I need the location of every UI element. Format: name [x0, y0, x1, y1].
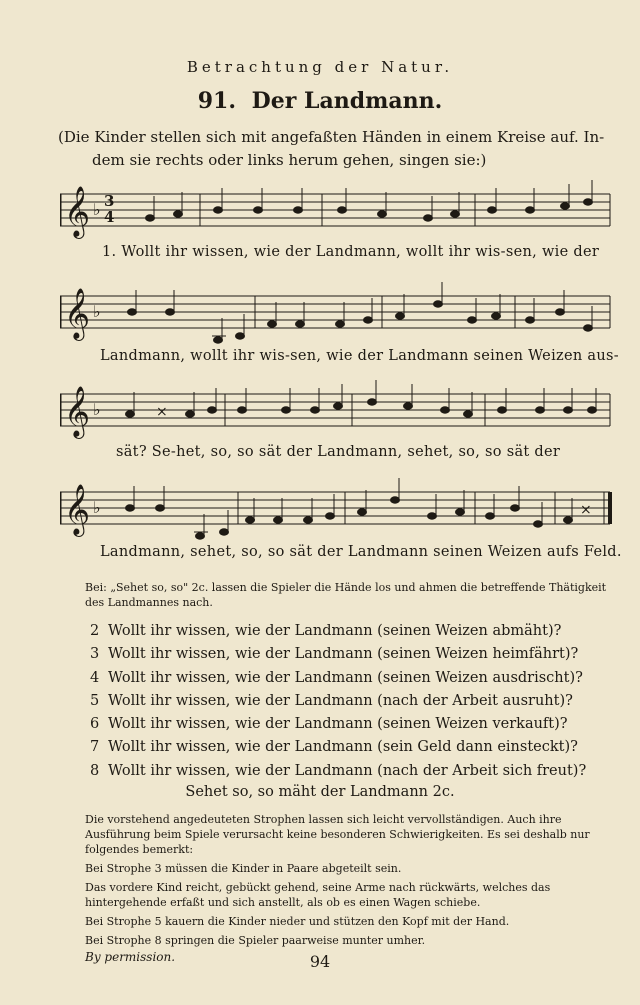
- verse-item: 8 Wollt ihr wissen, wie der Landmann (nach der Arbeit sich freut)?: [90, 762, 587, 779]
- music-staff-3: [60, 380, 614, 470]
- svg-text:𝄞: 𝄞: [64, 386, 91, 437]
- verse-item: 4 Wollt ihr wissen, wie der Landmann (seinen Weizen ausdrischt)?: [90, 669, 583, 686]
- svg-text:♭: ♭: [93, 302, 101, 321]
- svg-text:3: 3: [104, 192, 115, 210]
- lyric-line-4: Landmann, sehet, so, so sät der Landmann seinen Weizen aufs Feld.: [100, 544, 622, 560]
- song-number: 91.: [197, 88, 236, 114]
- song-title: [0, 88, 640, 114]
- staff-notation-2: [60, 282, 614, 352]
- footnote-paragraph: Die vorstehend angedeuteten Strophen lassen sich leicht vervollständigen. Auch ihre Ausführung beim Spiele verursacht keine besonderen Schwierigkeiten. Es sei deshalb nur folgendes bemerkt:: [85, 813, 590, 856]
- verse-item: 5 Wollt ihr wissen, wie der Landmann (nach der Arbeit ausruht)?: [90, 692, 573, 709]
- footnote-paragraph: Das vordere Kind reicht, gebückt gehend, seine Arme nach rückwärts, welches das hintergehende erfaßt und sich anstellt, als ob es einen Wagen schiebe.: [85, 881, 551, 909]
- song-title-text: Der Landmann.: [251, 88, 443, 114]
- verse-item: 2 Wollt ihr wissen, wie der Landmann (seinen Weizen abmäht)?: [90, 623, 562, 639]
- intro-line-2: dem sie rechts oder links herum gehen, singen sie:): [92, 151, 487, 169]
- footnote-paragraph: Bei Strophe 3 müssen die Kinder in Paare abgeteilt sein.: [85, 862, 402, 875]
- lyric-line-1: 1. Wollt ihr wissen, wie der Landmann, wollt ihr wis-sen, wie der: [102, 244, 600, 260]
- verse-list: [90, 620, 620, 783]
- lyric-line-3: sät? Se-het, so, so sät der Landmann, sehet, so, so sät der: [116, 444, 561, 460]
- footnote-paragraph: Bei Strophe 8 springen die Spieler paarweise munter umher.: [85, 934, 426, 947]
- permission-note: By permission.: [85, 950, 176, 964]
- staff-notation-4: [60, 478, 614, 548]
- svg-text:♭: ♭: [93, 400, 101, 419]
- music-staff-4: [60, 478, 622, 568]
- footnotes: [85, 812, 615, 952]
- closing-line: Sehet so, so mäht der Landmann 2c.: [185, 784, 455, 800]
- verse-item: 7 Wollt ihr wissen, wie der Landmann (sein Geld dann einsteckt)?: [90, 739, 578, 756]
- svg-text:♭: ♭: [93, 200, 101, 219]
- svg-text:×: ×: [580, 502, 592, 518]
- music-staff-1: [60, 180, 614, 270]
- footnote-paragraph: Bei Strophe 5 kauern die Kinder nieder und stützen den Kopf mit der Hand.: [85, 915, 510, 928]
- lyric-line-2: Landmann, wollt ihr wis-sen, wie der Landmann seinen Weizen aus-: [100, 348, 619, 364]
- page-number: 94: [309, 952, 331, 971]
- music-staff-2: [60, 282, 619, 372]
- intro-line-1: (Die Kinder stellen sich mit angefaßten Händen in einem Kreise auf. In-: [58, 128, 605, 146]
- verse-item: 6 Wollt ihr wissen, wie der Landmann (seinen Weizen verkauft)?: [90, 716, 568, 733]
- svg-text:♭: ♭: [93, 498, 101, 517]
- section-header: Betrachtung der Natur.: [186, 58, 454, 76]
- staff-notation-3: [60, 380, 614, 450]
- svg-text:4: 4: [104, 208, 115, 226]
- game-remark: Bei: „Sehet so, so" 2c. lassen die Spieler die Hände los und ahmen die betreffende Thätigkeit des Landmannes nach.: [85, 581, 607, 609]
- verse-item: 3 Wollt ihr wissen, wie der Landmann (seinen Weizen heimfährt)?: [90, 646, 579, 663]
- svg-text:𝄞: 𝄞: [64, 186, 91, 237]
- svg-text:𝄞: 𝄞: [64, 484, 91, 535]
- svg-text:𝄞: 𝄞: [64, 288, 91, 339]
- staff-notation-1: [60, 180, 614, 250]
- svg-text:×: ×: [156, 404, 168, 420]
